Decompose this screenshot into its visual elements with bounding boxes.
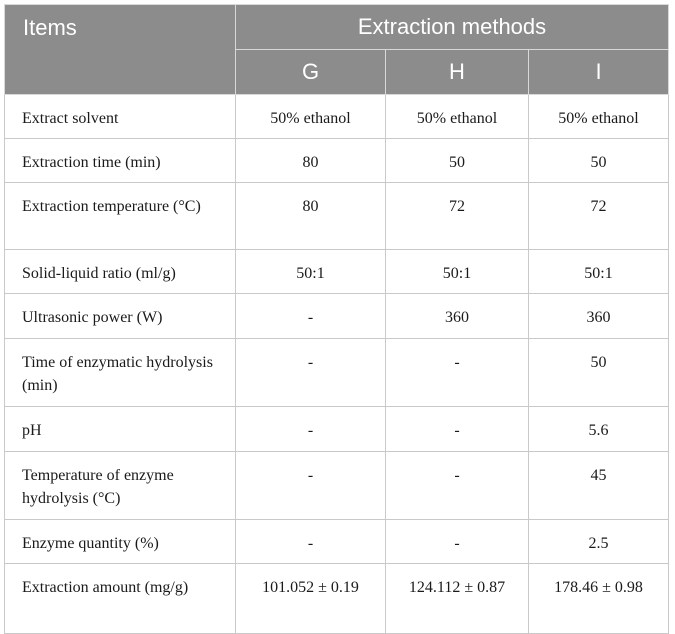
cell-g: 50:1 <box>236 250 386 294</box>
table-row <box>5 520 669 564</box>
table-row <box>5 95 669 139</box>
cell-i: 72 <box>529 183 669 250</box>
table-row <box>5 183 669 250</box>
row-label: Extraction temperature (°C) <box>5 183 236 250</box>
cell-g: - <box>236 520 386 564</box>
cell-h: - <box>386 407 529 452</box>
row-label: pH <box>5 407 236 452</box>
cell-i: 5.6 <box>529 407 669 452</box>
table-row <box>5 294 669 339</box>
row-label: Time of enzymatic hydrolysis (min) <box>5 339 236 407</box>
cell-i: 360 <box>529 294 669 339</box>
row-label: Extract solvent <box>5 95 236 139</box>
method-g-header: G <box>236 50 386 95</box>
cell-i: 45 <box>529 452 669 520</box>
extraction-methods-header: Extraction methods <box>236 5 669 50</box>
cell-h: 50% ethanol <box>386 95 529 139</box>
cell-h: 124.112 ± 0.87 <box>386 564 529 634</box>
row-label: Extraction time (min) <box>5 139 236 183</box>
cell-g: 50% ethanol <box>236 95 386 139</box>
table-row <box>5 139 669 183</box>
cell-i: 50:1 <box>529 250 669 294</box>
cell-h: 50:1 <box>386 250 529 294</box>
cell-g: - <box>236 407 386 452</box>
cell-i: 178.46 ± 0.98 <box>529 564 669 634</box>
row-label: Enzyme quantity (%) <box>5 520 236 564</box>
cell-g: 80 <box>236 139 386 183</box>
cell-g: - <box>236 339 386 407</box>
table-row <box>5 564 669 634</box>
method-h-header: H <box>386 50 529 95</box>
items-header: Items <box>5 5 236 95</box>
extraction-methods-table <box>4 4 669 634</box>
row-label: Extraction amount (mg/g) <box>5 564 236 634</box>
cell-h: - <box>386 520 529 564</box>
cell-g: - <box>236 294 386 339</box>
cell-h: - <box>386 452 529 520</box>
cell-h: - <box>386 339 529 407</box>
table-row <box>5 250 669 294</box>
cell-g: 80 <box>236 183 386 250</box>
table-row <box>5 452 669 520</box>
cell-h: 360 <box>386 294 529 339</box>
cell-h: 72 <box>386 183 529 250</box>
cell-i: 50 <box>529 139 669 183</box>
cell-i: 50 <box>529 339 669 407</box>
row-label: Temperature of enzyme hydrolysis (°C) <box>5 452 236 520</box>
row-label: Ultrasonic power (W) <box>5 294 236 339</box>
row-label: Solid-liquid ratio (ml/g) <box>5 250 236 294</box>
cell-i: 50% ethanol <box>529 95 669 139</box>
cell-h: 50 <box>386 139 529 183</box>
table-row <box>5 407 669 452</box>
header-row <box>5 5 669 50</box>
cell-g: 101.052 ± 0.19 <box>236 564 386 634</box>
table-row <box>5 339 669 407</box>
cell-g: - <box>236 452 386 520</box>
method-i-header: I <box>529 50 669 95</box>
cell-i: 2.5 <box>529 520 669 564</box>
